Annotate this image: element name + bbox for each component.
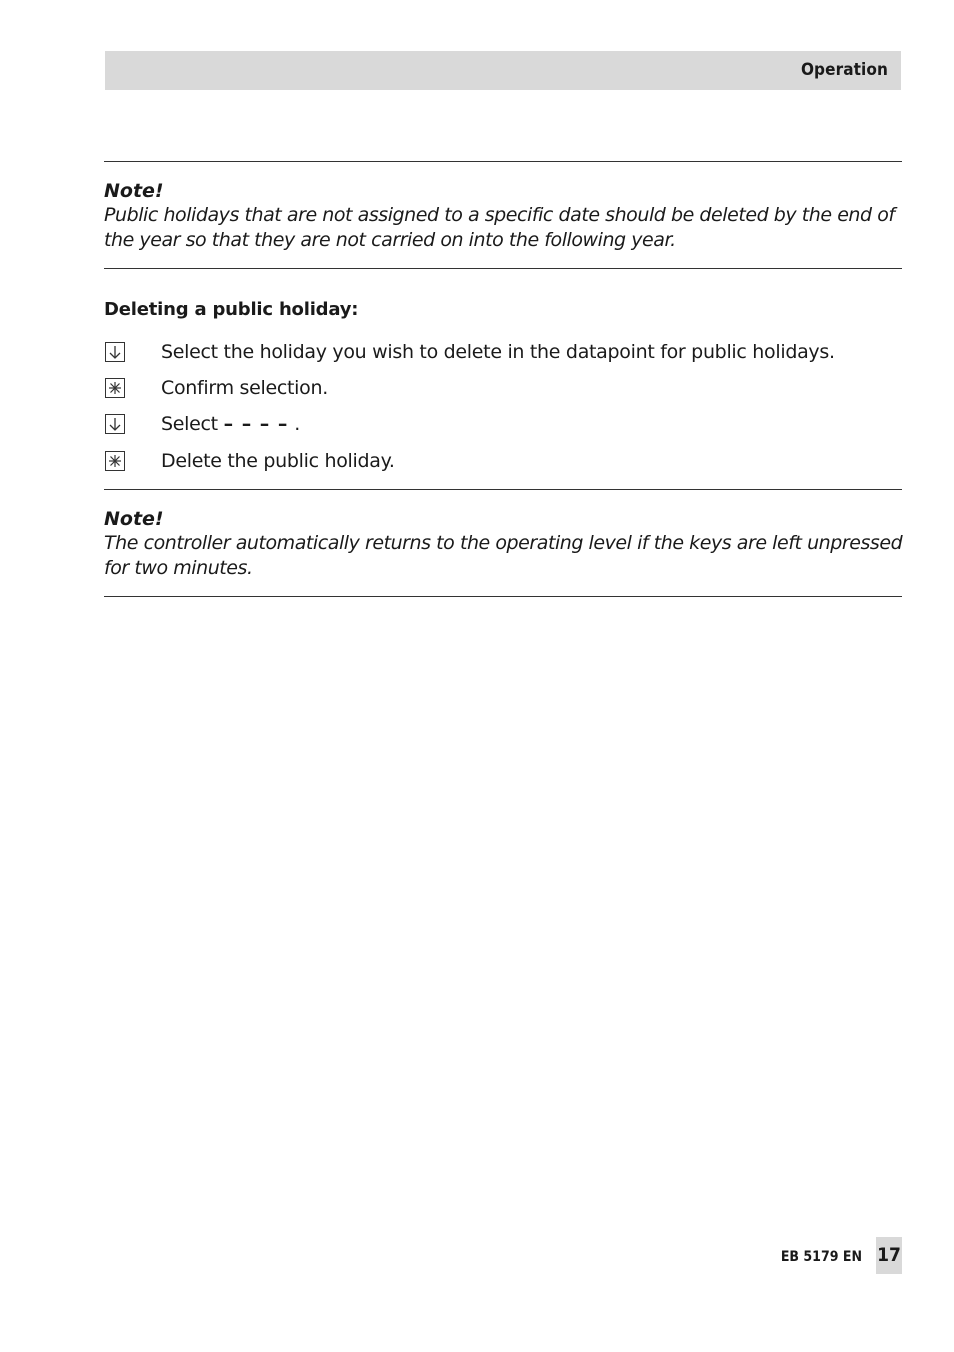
step-item bbox=[105, 449, 895, 473]
document-id: EB 5179 EN bbox=[780, 1249, 862, 1265]
step-text: Select the holiday you wish to delete in the datapoint for public holidays. bbox=[161, 341, 835, 363]
note-box bbox=[104, 507, 904, 581]
enter-key-icon bbox=[105, 451, 125, 471]
step-item bbox=[105, 412, 895, 436]
step-text bbox=[161, 412, 300, 436]
down-arrow-key-icon bbox=[105, 414, 125, 434]
blank-value-dashes: – – – – bbox=[223, 413, 289, 435]
step-text-after: . bbox=[294, 413, 300, 435]
step-item bbox=[105, 376, 895, 400]
note-title: Note! bbox=[104, 180, 164, 202]
divider bbox=[104, 161, 902, 162]
step-item bbox=[105, 340, 895, 364]
divider bbox=[104, 596, 902, 597]
note-title: Note! bbox=[104, 508, 164, 530]
note-box bbox=[104, 179, 904, 253]
page-number-box bbox=[876, 1237, 902, 1274]
header-bar bbox=[105, 51, 901, 90]
section-heading: Deleting a public holiday: bbox=[104, 299, 359, 320]
section-title: Operation bbox=[800, 60, 888, 80]
divider bbox=[104, 268, 902, 269]
page-number: 17 bbox=[877, 1244, 901, 1266]
enter-key-icon bbox=[105, 378, 125, 398]
step-text-before: Select bbox=[161, 413, 218, 435]
down-arrow-key-icon bbox=[105, 342, 125, 362]
step-text: Confirm selection. bbox=[161, 377, 328, 399]
divider bbox=[104, 489, 902, 490]
note-text: Public holidays that are not assigned to a specific date should be deleted by the end of the year so that they are not carried on into the following year. bbox=[104, 204, 895, 251]
step-text: Delete the public holiday. bbox=[161, 450, 395, 472]
note-text: The controller automatically returns to the operating level if the keys are left unpressed for two minutes. bbox=[104, 532, 903, 579]
